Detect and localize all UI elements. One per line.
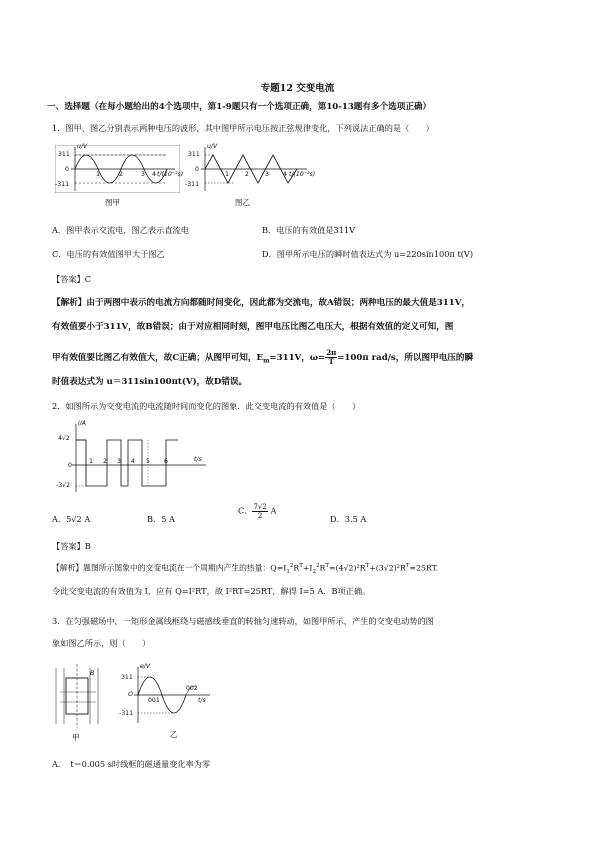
q3-yi-ytop: 311 [121,674,133,681]
q1-option-b: B．电压的有效值是311V [262,225,356,235]
page-title: 专题12 交变电流 [260,83,335,94]
q1-analysis-line: 时值表达式为 u＝311sin100πt(V)，故D错误。 [52,377,248,387]
fraction-numerator: 2π [326,348,337,357]
q3-yi-ybottom: -311 [119,710,134,717]
q2-answer: 【答案】B [52,541,91,551]
q1-analysis-line [52,349,473,368]
q1-jia-ybottom: -311 [55,181,70,188]
q3-yi-t2: 002 [186,685,198,692]
q1-yi-origin: 0 [195,166,199,173]
q1-analysis-text: 甲有效值要比图乙有效值大，故C正确；从图甲可知，E [52,353,264,363]
q3-figure-jia-plot [52,662,104,730]
q1-yi-ybottom: -311 [185,181,200,188]
q2-option-c-prefix: C． [238,505,253,516]
q1-analysis-sub: m [263,357,270,365]
q2-analysis-line: 【解析】题图所示图象中的交变电流在一个周期内产生的热量：$Q=I_1^2R^T+I_2^2R^T=(4√2)^2R^T+(3√2)^2R^T=25RT$. [52,563,439,576]
q2-figure [58,420,208,494]
q3-stem: 3．在匀强磁场中，一矩形金属线框绕与磁感线垂直的转轴匀速转动，如图甲所示，产生的交变电动势的图 [52,616,434,626]
q1-yi-ylabel: u/V [207,143,218,150]
q2-ybottom: -3√2 [56,482,71,489]
q3-yi-t1: 001 [148,697,160,704]
q3-yi-origin: O [128,691,133,698]
q2-option-b: B．5 A [147,514,175,524]
q3-yi-caption: 乙 [170,730,178,739]
q2-tick: 3 [117,458,121,465]
q2-tick: 6 [164,458,168,465]
q2-ylabel: i/A [78,420,87,427]
q1-option-c: C．电压的有效值图甲大于图乙 [52,249,165,259]
q2-option-c-fraction [252,503,267,520]
q1-jia-tick: 4 [152,171,156,178]
q1-yi-tick: 4 [283,171,287,178]
q2-tick: 1 [89,458,93,465]
q3-figure-yi [118,665,213,742]
q1-analysis-text: =311V，ω= [269,353,326,363]
fraction-denominator: 2 [257,512,263,520]
section-heading: 一、选择题（在每小题给出的4个选项中，第1-9题只有一个选项正确，第10-13题有多个选项正确） [47,102,432,112]
q1-yi-tick: 2 [245,171,249,178]
q1-yi-tick: 3 [265,171,269,178]
q2-option-c [238,503,276,520]
q3-option-a: A． t＝0.005 s时线框的磁通量变化率为零 [52,759,211,769]
q2-option-a: A．5√2 A [52,514,91,524]
q3-yi-xlabel: t/s [198,697,206,704]
fraction-numerator: 7√2 [253,503,267,511]
q2-option-d: D．3.5 A [330,514,367,524]
q3-jia-b-label: B [90,670,95,677]
q1-analysis-text: =100π rad/s，所以图甲电压的瞬 [337,353,474,363]
q1-figure-jia [55,143,184,210]
q2-option-c-suffix: A [270,505,277,516]
q1-analysis-line: 【解析】由于两图中表示的电流方向都随时间变化，因此都为交流电，故A错误；两种电压的最大值是311V， [52,298,470,308]
q1-jia-ylabel: u/V [77,143,88,150]
q2-stem: 2．如图所示为交变电流的电流随时间而变化的图象．此交变电流的有效值是（ ） [52,401,361,411]
q3-yi-ylabel: e/V [140,663,151,670]
q2-analysis-text: =25RT. [409,563,439,573]
q1-answer: 【答案】C [52,274,92,284]
q2-figure-plot [58,420,208,494]
q1-yi-caption: 图乙 [235,198,250,207]
q1-jia-tick: 2 [119,171,123,178]
q1-option-a: A．图甲表示交流电，图乙表示直流电 [52,225,189,235]
q1-option-d: D．图甲所示电压的瞬时值表达式为 u=220sin100π t(V) [262,249,474,259]
q1-jia-tick: 1 [96,171,100,178]
q1-yi-xlabel: t/(10⁻²s) [289,171,316,178]
q2-xlabel: t/s [194,456,202,463]
q3-stem: 象如图乙所示，则（ ） [52,638,151,648]
q1-figure-yi-plot [185,145,315,193]
q2-tick: 4 [131,458,135,465]
q1-yi-ytop: 311 [188,151,200,158]
q2-ytop: 4√2 [58,435,70,442]
q2-tick: 5 [146,458,150,465]
q2-analysis-text: +(3√2)²R [369,563,406,573]
q1-jia-xlabel: t/(10⁻²s) [157,171,184,178]
q1-yi-tick: 1 [225,171,229,178]
q2-tick: 2 [103,458,107,465]
q1-jia-tick: 3 [141,171,145,178]
q3-jia-caption: 甲 [72,733,80,742]
q3-figure-jia [52,662,104,742]
q1-jia-origin: 0 [65,166,69,173]
q1-stem: 1．图甲、图乙分别表示两种电压的波形，其中图甲所示电压按正弦规律变化，下列说法正确的是（ ） [52,123,434,133]
q1-jia-ytop: 311 [58,151,70,158]
q1-analysis-line: 有效值要小于311V，故B错误；由于对应相同时刻，图甲电压比图乙电压大，根据有效值的定义可知，图 [52,322,454,332]
q2-analysis-text: 【解析】题图所示图象中的交变电流在一个周期内产生的热量：Q=I [52,563,287,573]
q1-jia-caption: 图甲 [105,198,120,207]
fraction-denominator: T [328,357,334,366]
q2-analysis-line: 令此交变电流的有效值为 I，应有 Q=I²RT，故 I²RT=25RT，解得 I=5 A．B项正确。 [52,586,371,596]
q1-figure-jia-plot [55,145,180,193]
q2-origin: 0 [68,462,72,469]
q2-analysis-text: =(4√2)²R [329,563,366,573]
q1-figure-yi [185,145,315,210]
q1-analysis-fraction [325,349,337,366]
